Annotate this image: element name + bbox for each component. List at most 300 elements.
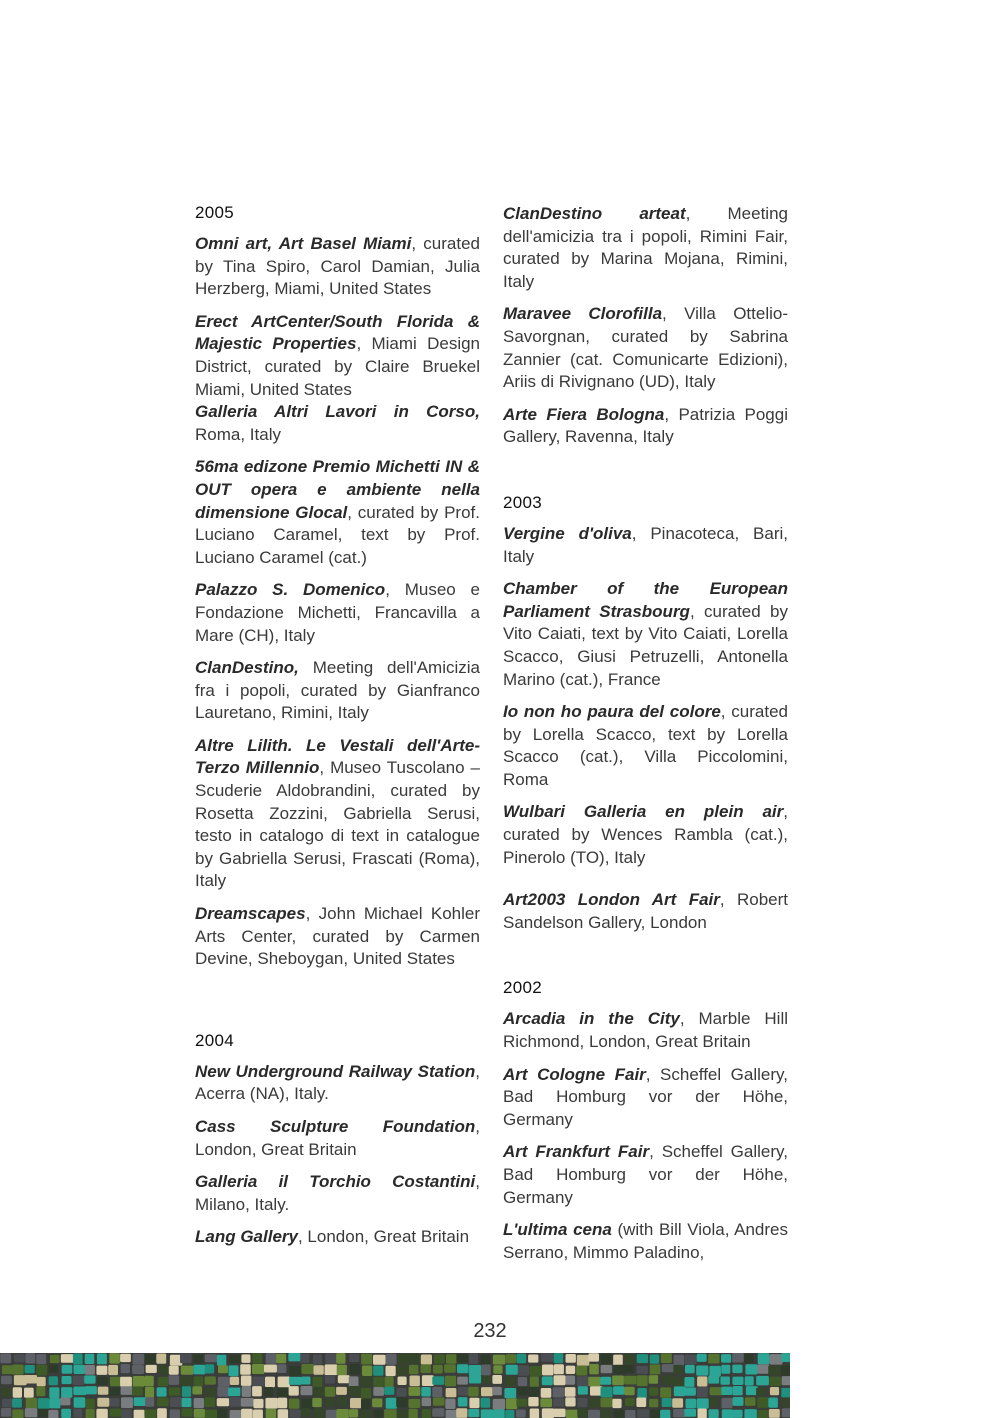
- mosaic-tile: [314, 1408, 325, 1418]
- mosaic-tile: [446, 1388, 457, 1397]
- exhibition-title: Art2003 London Art Fair: [503, 890, 720, 910]
- mosaic-tile: [684, 1377, 694, 1387]
- mosaic-tile: [301, 1377, 310, 1385]
- exhibition-title: Galleria il Torchio Costantini: [195, 1172, 476, 1192]
- mosaic-tile: [685, 1365, 695, 1374]
- mosaic-tile: [469, 1398, 479, 1408]
- mosaic-tile: [566, 1376, 576, 1385]
- mosaic-tile: [276, 1354, 286, 1364]
- mosaic-tile: [506, 1354, 516, 1363]
- mosaic-tile: [624, 1354, 634, 1364]
- mosaic-tile: [338, 1375, 350, 1383]
- mosaic-tile: [1, 1388, 11, 1397]
- mosaic-tile: [230, 1410, 242, 1418]
- mosaic-tile: [745, 1364, 757, 1374]
- exhibition-title: Wulbari Galleria en plein air: [503, 802, 784, 822]
- mosaic-tile: [290, 1409, 301, 1417]
- mosaic-tile: [230, 1355, 241, 1363]
- mosaic-tile: [12, 1409, 23, 1418]
- exhibition-details: , curated by Prof. Luciano Caramel, text by Prof. Luciano Caramel (cat.): [195, 502, 480, 567]
- mosaic-tile: [97, 1398, 109, 1407]
- mosaic-tile: [278, 1409, 289, 1418]
- mosaic-tile: [49, 1364, 59, 1372]
- mosaic-tile: [252, 1377, 264, 1387]
- mosaic-tile: [74, 1365, 86, 1374]
- mosaic-tile: [601, 1354, 612, 1365]
- mosaic-tile: [361, 1388, 371, 1399]
- exhibition-entry: [503, 1219, 788, 1264]
- mosaic-tile: [781, 1365, 790, 1376]
- exhibition-title: Omni art, Art Basel Miami: [195, 234, 412, 253]
- mosaic-tile: [85, 1365, 95, 1375]
- mosaic-tile: [432, 1376, 444, 1385]
- year-heading: 2002: [503, 978, 543, 998]
- mosaic-tile: [241, 1409, 253, 1418]
- mosaic-tile: [301, 1386, 313, 1395]
- mosaic-tile: [625, 1398, 635, 1406]
- mosaic-tile: [206, 1388, 216, 1397]
- mosaic-tile: [637, 1375, 648, 1386]
- exhibition-details: , London, Great Britain: [297, 1227, 470, 1247]
- mosaic-tile: [721, 1354, 731, 1363]
- mosaic-tile: [650, 1364, 661, 1374]
- mosaic-tile: [146, 1365, 157, 1373]
- mosaic-tile: [337, 1365, 347, 1375]
- exhibition-title: Vergine d'oliva: [503, 523, 632, 543]
- mosaic-tile: [120, 1377, 132, 1387]
- mosaic-tile: [134, 1397, 147, 1406]
- mosaic-tile: [97, 1377, 108, 1386]
- mosaic-tile: [86, 1409, 95, 1418]
- mosaic-tile: [781, 1353, 790, 1362]
- mosaic-tile: [422, 1409, 431, 1418]
- mosaic-tile: [684, 1355, 697, 1364]
- mosaic-tile: [409, 1353, 421, 1364]
- mosaic-tile: [1, 1408, 11, 1417]
- mosaic-tile: [492, 1375, 502, 1384]
- mosaic-tile: [62, 1365, 73, 1374]
- mosaic-tile: [517, 1354, 527, 1364]
- exhibition-title: ClanDestino,: [195, 658, 299, 678]
- exhibition-title: Io non ho paura del colore: [503, 702, 721, 722]
- exhibition-details: , Meeting dell'amicizia tra i popoli, Rimini Fair, curated by Marina Mojana, Rimini, Italy: [503, 204, 788, 291]
- mosaic-tile: [26, 1398, 37, 1409]
- mosaic-tile: [601, 1398, 614, 1408]
- mosaic-tile: [782, 1376, 790, 1385]
- mosaic-tile: [637, 1366, 648, 1374]
- mosaic-tile: [218, 1377, 230, 1387]
- mosaic-tile: [696, 1366, 708, 1376]
- exhibition-title: ClanDestino arteat: [503, 204, 686, 223]
- exhibition-details: , London, Great Britain: [195, 1117, 480, 1159]
- exhibition-details: , Museo e Fondazione Michetti, Francavilla a Mare (CH), Italy: [195, 580, 481, 645]
- mosaic-tile: [769, 1377, 781, 1386]
- mosaic-tile: [360, 1410, 371, 1418]
- mosaic-tile: [672, 1398, 683, 1408]
- exhibition-entry: [195, 657, 480, 725]
- mosaic-tile: [782, 1398, 790, 1408]
- mosaic-tile: [325, 1354, 338, 1364]
- mosaic-tile: [554, 1353, 564, 1363]
- mosaic-tile: [708, 1375, 719, 1383]
- mosaic-tile: [756, 1388, 766, 1396]
- mosaic-tile: [492, 1387, 502, 1396]
- mosaic-tile: [37, 1377, 46, 1386]
- mosaic-tile: [709, 1397, 718, 1406]
- mosaic-tile: [326, 1410, 338, 1418]
- mosaic-tile: [144, 1376, 153, 1387]
- mosaic-tile: [325, 1387, 336, 1397]
- mosaic-tile: [781, 1388, 790, 1398]
- mosaic-tile: [588, 1353, 599, 1361]
- exhibition-details: , Villa Ottelio-Savorgnan, curated by Sabrina Zannier (cat. Comunicarte Edizioni), Ariis di Rivignano (UD), Italy: [503, 304, 788, 392]
- mosaic-tile: [686, 1399, 697, 1409]
- mosaic-tile: [36, 1386, 45, 1396]
- mosaic-tile: [566, 1354, 576, 1363]
- mosaic-tile: [192, 1386, 202, 1394]
- exhibition-title: Art Frankfurt Fair: [503, 1142, 650, 1162]
- mosaic-tile: [469, 1375, 481, 1383]
- mosaic-tile: [481, 1409, 494, 1418]
- exhibition-entry: [195, 456, 480, 569]
- mosaic-tile: [504, 1388, 516, 1398]
- mosaic-tile: [38, 1398, 50, 1409]
- mosaic-tile: [481, 1398, 491, 1408]
- mosaic-tile: [409, 1365, 419, 1374]
- mosaic-tile: [456, 1354, 468, 1363]
- mosaic-tile: [266, 1353, 277, 1364]
- mosaic-tile: [62, 1376, 72, 1384]
- mosaic-tile: [398, 1377, 407, 1386]
- mosaic-tile: [396, 1366, 408, 1376]
- mosaic-tile: [289, 1399, 300, 1409]
- mosaic-tile: [278, 1377, 290, 1388]
- mosaic-tile: [242, 1386, 251, 1397]
- mosaic-tile: [14, 1354, 25, 1362]
- mosaic-tile: [758, 1353, 770, 1364]
- exhibition-details: , Miami Design District, curated by Claire Bruekel Miami, United States: [195, 334, 481, 399]
- mosaic-tile: [169, 1387, 181, 1395]
- mosaic-tile: [36, 1354, 46, 1364]
- mosaic-decoration: [0, 1353, 790, 1418]
- exhibition-entry: [503, 404, 788, 449]
- mosaic-tile: [205, 1364, 214, 1373]
- mosaic-tile: [110, 1409, 122, 1417]
- mosaic-tile: [169, 1366, 179, 1375]
- exhibition-details: (with Bill Viola, Andres Serrano, Mimmo Paladino,: [503, 1220, 788, 1262]
- mosaic-tile: [133, 1354, 145, 1365]
- mosaic-tile: [384, 1409, 397, 1418]
- mosaic-tile: [217, 1408, 227, 1418]
- mosaic-tile: [96, 1366, 107, 1375]
- mosaic-tile: [361, 1354, 372, 1365]
- mosaic-tile: [589, 1397, 599, 1408]
- mosaic-tile: [444, 1364, 456, 1373]
- mosaic-tile: [193, 1365, 205, 1375]
- mosaic-tile: [445, 1399, 455, 1409]
- mosaic-tile: [25, 1408, 38, 1417]
- exhibition-entry: [503, 203, 788, 293]
- mosaic-tile: [132, 1386, 143, 1395]
- mosaic-tile: [398, 1354, 410, 1364]
- mosaic-tile: [338, 1397, 347, 1407]
- mosaic-tile: [229, 1365, 239, 1376]
- mosaic-tile: [577, 1376, 590, 1386]
- mosaic-tile: [1, 1376, 12, 1385]
- mosaic-tile: [757, 1364, 769, 1373]
- exhibition-title: Erect ArtCenter/South Florida & Majestic Properties: [195, 311, 480, 354]
- mosaic-tile: [409, 1399, 421, 1408]
- exhibition-title: Altre Lilith. Le Vestali dell'Arte-Terzo Millennio: [195, 735, 480, 778]
- mosaic-tile: [674, 1355, 685, 1366]
- mosaic-tile: [349, 1354, 359, 1362]
- mosaic-tile: [74, 1397, 86, 1407]
- exhibition-entry: [503, 1141, 788, 1209]
- mosaic-tile: [409, 1387, 421, 1396]
- mosaic-tile: [157, 1408, 167, 1418]
- exhibition-entry: [195, 1061, 480, 1106]
- mosaic-tile: [624, 1376, 636, 1385]
- mosaic-tile: [182, 1386, 191, 1397]
- mosaic-tile: [288, 1353, 300, 1361]
- exhibition-details: , curated by Vito Caiati, text by Vito Caiati, Lorella Scacco, Giusi Petruzelli, Antonella Marino (cat.), France: [503, 601, 789, 689]
- exhibition-title: Arte Fiera Bologna: [503, 404, 665, 424]
- exhibition-entry: [503, 801, 788, 869]
- mosaic-tile: [516, 1399, 527, 1407]
- mosaic-tile: [542, 1376, 553, 1385]
- mosaic-tile: [60, 1397, 70, 1405]
- mosaic-tile: [468, 1387, 479, 1397]
- mosaic-tile: [49, 1376, 58, 1385]
- mosaic-tile: [193, 1355, 203, 1364]
- mosaic-tile: [121, 1409, 131, 1418]
- mosaic-tile: [636, 1398, 646, 1408]
- mosaic-tile: [506, 1376, 516, 1386]
- mosaic-tile: [612, 1399, 621, 1408]
- mosaic-tile: [36, 1365, 47, 1376]
- mosaic-tile: [373, 1377, 384, 1388]
- mosaic-tile: [662, 1398, 672, 1407]
- mosaic-tile: [252, 1353, 262, 1364]
- exhibition-title: Arcadia in the City: [503, 1009, 680, 1029]
- exhibition-entry: [195, 735, 480, 893]
- mosaic-tile: [85, 1354, 95, 1364]
- mosaic-tile: [277, 1364, 287, 1373]
- mosaic-tile: [661, 1353, 672, 1363]
- mosaic-tile: [182, 1398, 192, 1407]
- mosaic-tile: [576, 1366, 587, 1376]
- mosaic-tile: [121, 1397, 133, 1408]
- mosaic-tile: [554, 1375, 566, 1385]
- mosaic-tile: [218, 1365, 228, 1373]
- mosaic-tile: [264, 1365, 277, 1373]
- exhibition-title: Dreamscapes: [195, 904, 306, 924]
- exhibition-details: , Scheffel Gallery, Bad Homburg vor der Höhe, Germany: [503, 1142, 788, 1207]
- mosaic-tile: [301, 1408, 311, 1417]
- mosaic-tile: [37, 1409, 49, 1417]
- mosaic-tile: [336, 1387, 347, 1395]
- exhibition-title: New Underground Railway Station: [195, 1061, 476, 1081]
- mosaic-tile: [456, 1408, 467, 1418]
- mosaic-tile: [313, 1355, 322, 1365]
- mosaic-tile: [410, 1376, 420, 1387]
- mosaic-tile: [361, 1399, 371, 1410]
- mosaic-tile: [144, 1409, 156, 1418]
- mosaic-tile: [541, 1388, 552, 1398]
- mosaic-tile: [733, 1386, 743, 1395]
- mosaic-tile: [2, 1365, 13, 1374]
- mosaic-tile: [24, 1375, 37, 1384]
- exhibition-title: Galleria Altri Lavori in Corso,: [195, 402, 480, 422]
- mosaic-tile: [372, 1398, 382, 1407]
- mosaic-tile: [386, 1398, 398, 1409]
- mosaic-tile: [133, 1376, 145, 1387]
- mosaic-tile: [277, 1388, 290, 1398]
- mosaic-tile: [458, 1397, 468, 1406]
- mosaic-tile: [217, 1355, 226, 1366]
- exhibition-details: , curated by Tina Spiro, Carol Damian, Julia Herzberg, Miami, United States: [195, 234, 480, 299]
- mosaic-tile: [757, 1397, 768, 1408]
- mosaic-tile: [709, 1366, 721, 1377]
- mosaic-tile: [518, 1377, 527, 1387]
- mosaic-tile: [518, 1365, 529, 1375]
- mosaic-tile: [445, 1376, 456, 1387]
- exhibition-entry: [195, 1171, 480, 1216]
- mosaic-tile: [481, 1355, 491, 1365]
- mosaic-tile: [722, 1409, 733, 1418]
- mosaic-tile: [301, 1364, 314, 1374]
- mosaic-tile: [312, 1398, 321, 1407]
- mosaic-tile: [588, 1377, 600, 1387]
- mosaic-tile: [0, 1354, 11, 1364]
- exhibition-details: Meeting dell'Amicizia fra i popoli, curated by Gianfranco Lauretano, Rimini, Italy: [195, 658, 480, 723]
- exhibition-title: Lang Gallery: [195, 1227, 298, 1247]
- exhibition-details: , Pinacoteca, Bari, Italy: [503, 523, 788, 566]
- mosaic-tile: [120, 1354, 131, 1362]
- exhibition-title: Chamber of the European Parliament Strasbourg: [503, 579, 788, 621]
- mosaic-tile: [362, 1366, 372, 1377]
- mosaic-tile: [349, 1409, 358, 1417]
- mosaic-tile: [710, 1387, 723, 1395]
- mosaic-tile: [530, 1377, 539, 1388]
- mosaic-tile: [85, 1386, 97, 1394]
- mosaic-tile: [194, 1376, 203, 1386]
- mosaic-tile: [770, 1354, 783, 1365]
- mosaic-tile: [434, 1354, 445, 1363]
- mosaic-tile: [637, 1409, 649, 1418]
- mosaic-tile: [252, 1364, 265, 1374]
- mosaic-tile: [96, 1409, 107, 1418]
- mosaic-tile: [697, 1354, 707, 1362]
- mosaic-tile: [385, 1377, 394, 1388]
- mosaic-tile: [50, 1355, 60, 1363]
- mosaic-tile: [601, 1409, 610, 1418]
- mosaic-tile: [73, 1376, 85, 1386]
- mosaic-tile: [553, 1387, 564, 1397]
- mosaic-tile: [565, 1397, 575, 1406]
- exhibition-entry: [195, 311, 480, 401]
- mosaic-tile: [744, 1409, 756, 1418]
- mosaic-tile: [132, 1365, 144, 1374]
- mosaic-tile: [637, 1354, 648, 1363]
- mosaic-tile: [769, 1409, 780, 1418]
- exhibition-title: Palazzo S. Domenico: [195, 580, 386, 600]
- mosaic-tile: [577, 1398, 587, 1408]
- mosaic-tile: [289, 1377, 302, 1385]
- mosaic-tile: [577, 1408, 589, 1418]
- mosaic-tile: [756, 1376, 769, 1386]
- mosaic-tile: [649, 1387, 658, 1396]
- mosaic-tile: [157, 1397, 169, 1406]
- mosaic-tile: [205, 1410, 218, 1418]
- mosaic-tile: [145, 1387, 154, 1398]
- mosaic-tile: [732, 1410, 742, 1418]
- mosaic-tile: [506, 1365, 518, 1375]
- exhibition-details: , Milano, Italy.: [195, 1172, 480, 1214]
- mosaic-tile: [86, 1399, 95, 1408]
- mosaic-tile: [494, 1409, 505, 1418]
- mosaic-tile: [457, 1364, 468, 1373]
- mosaic-tile: [421, 1355, 432, 1365]
- mosaic-tile: [205, 1376, 216, 1384]
- mosaic-tile: [265, 1377, 275, 1388]
- exhibition-details: , Robert Sandelson Gallery, London: [503, 890, 788, 932]
- mosaic-tile: [12, 1365, 24, 1375]
- mosaic-tile: [624, 1365, 634, 1373]
- mosaic-tile: [733, 1397, 744, 1406]
- mosaic-tile: [98, 1387, 109, 1395]
- mosaic-tile: [266, 1409, 276, 1418]
- right-column: [503, 203, 788, 1274]
- mosaic-tile: [421, 1387, 431, 1397]
- mosaic-tile: [554, 1364, 564, 1374]
- mosaic-tile: [170, 1397, 182, 1407]
- mosaic-tile: [205, 1354, 218, 1362]
- mosaic-tile: [601, 1387, 613, 1398]
- mosaic-tile: [433, 1365, 443, 1374]
- mosaic-tile: [553, 1409, 566, 1417]
- mosaic-tile: [109, 1387, 120, 1395]
- mosaic-tile: [73, 1387, 86, 1396]
- exhibition-entry: [195, 401, 480, 446]
- mosaic-tile: [240, 1364, 251, 1375]
- mosaic-tile: [265, 1398, 278, 1409]
- exhibition-entry: [503, 701, 788, 791]
- mosaic-tile: [73, 1354, 83, 1365]
- mosaic-tile: [384, 1387, 394, 1395]
- mosaic-tile: [289, 1386, 299, 1396]
- mosaic-tile: [708, 1354, 720, 1364]
- mosaic-tile: [121, 1364, 130, 1373]
- mosaic-tile: [241, 1376, 252, 1386]
- mosaic-tile: [325, 1375, 335, 1384]
- mosaic-tile: [517, 1386, 528, 1395]
- mosaic-tile: [661, 1375, 673, 1385]
- mosaic-tile: [61, 1409, 71, 1418]
- mosaic-tile: [469, 1353, 478, 1364]
- mosaic-tile: [637, 1388, 647, 1399]
- mosaic-tile: [313, 1387, 325, 1397]
- mosaic-tile: [49, 1398, 60, 1408]
- mosaic-tile: [757, 1410, 768, 1418]
- mosaic-tile: [350, 1398, 362, 1408]
- exhibition-title: Maravee Clorofilla: [503, 304, 663, 324]
- mosaic-tile: [614, 1365, 625, 1375]
- mosaic-tile: [253, 1410, 263, 1418]
- mosaic-tile: [578, 1386, 588, 1394]
- mosaic-tile: [180, 1376, 192, 1386]
- exhibition-entry: [195, 233, 480, 301]
